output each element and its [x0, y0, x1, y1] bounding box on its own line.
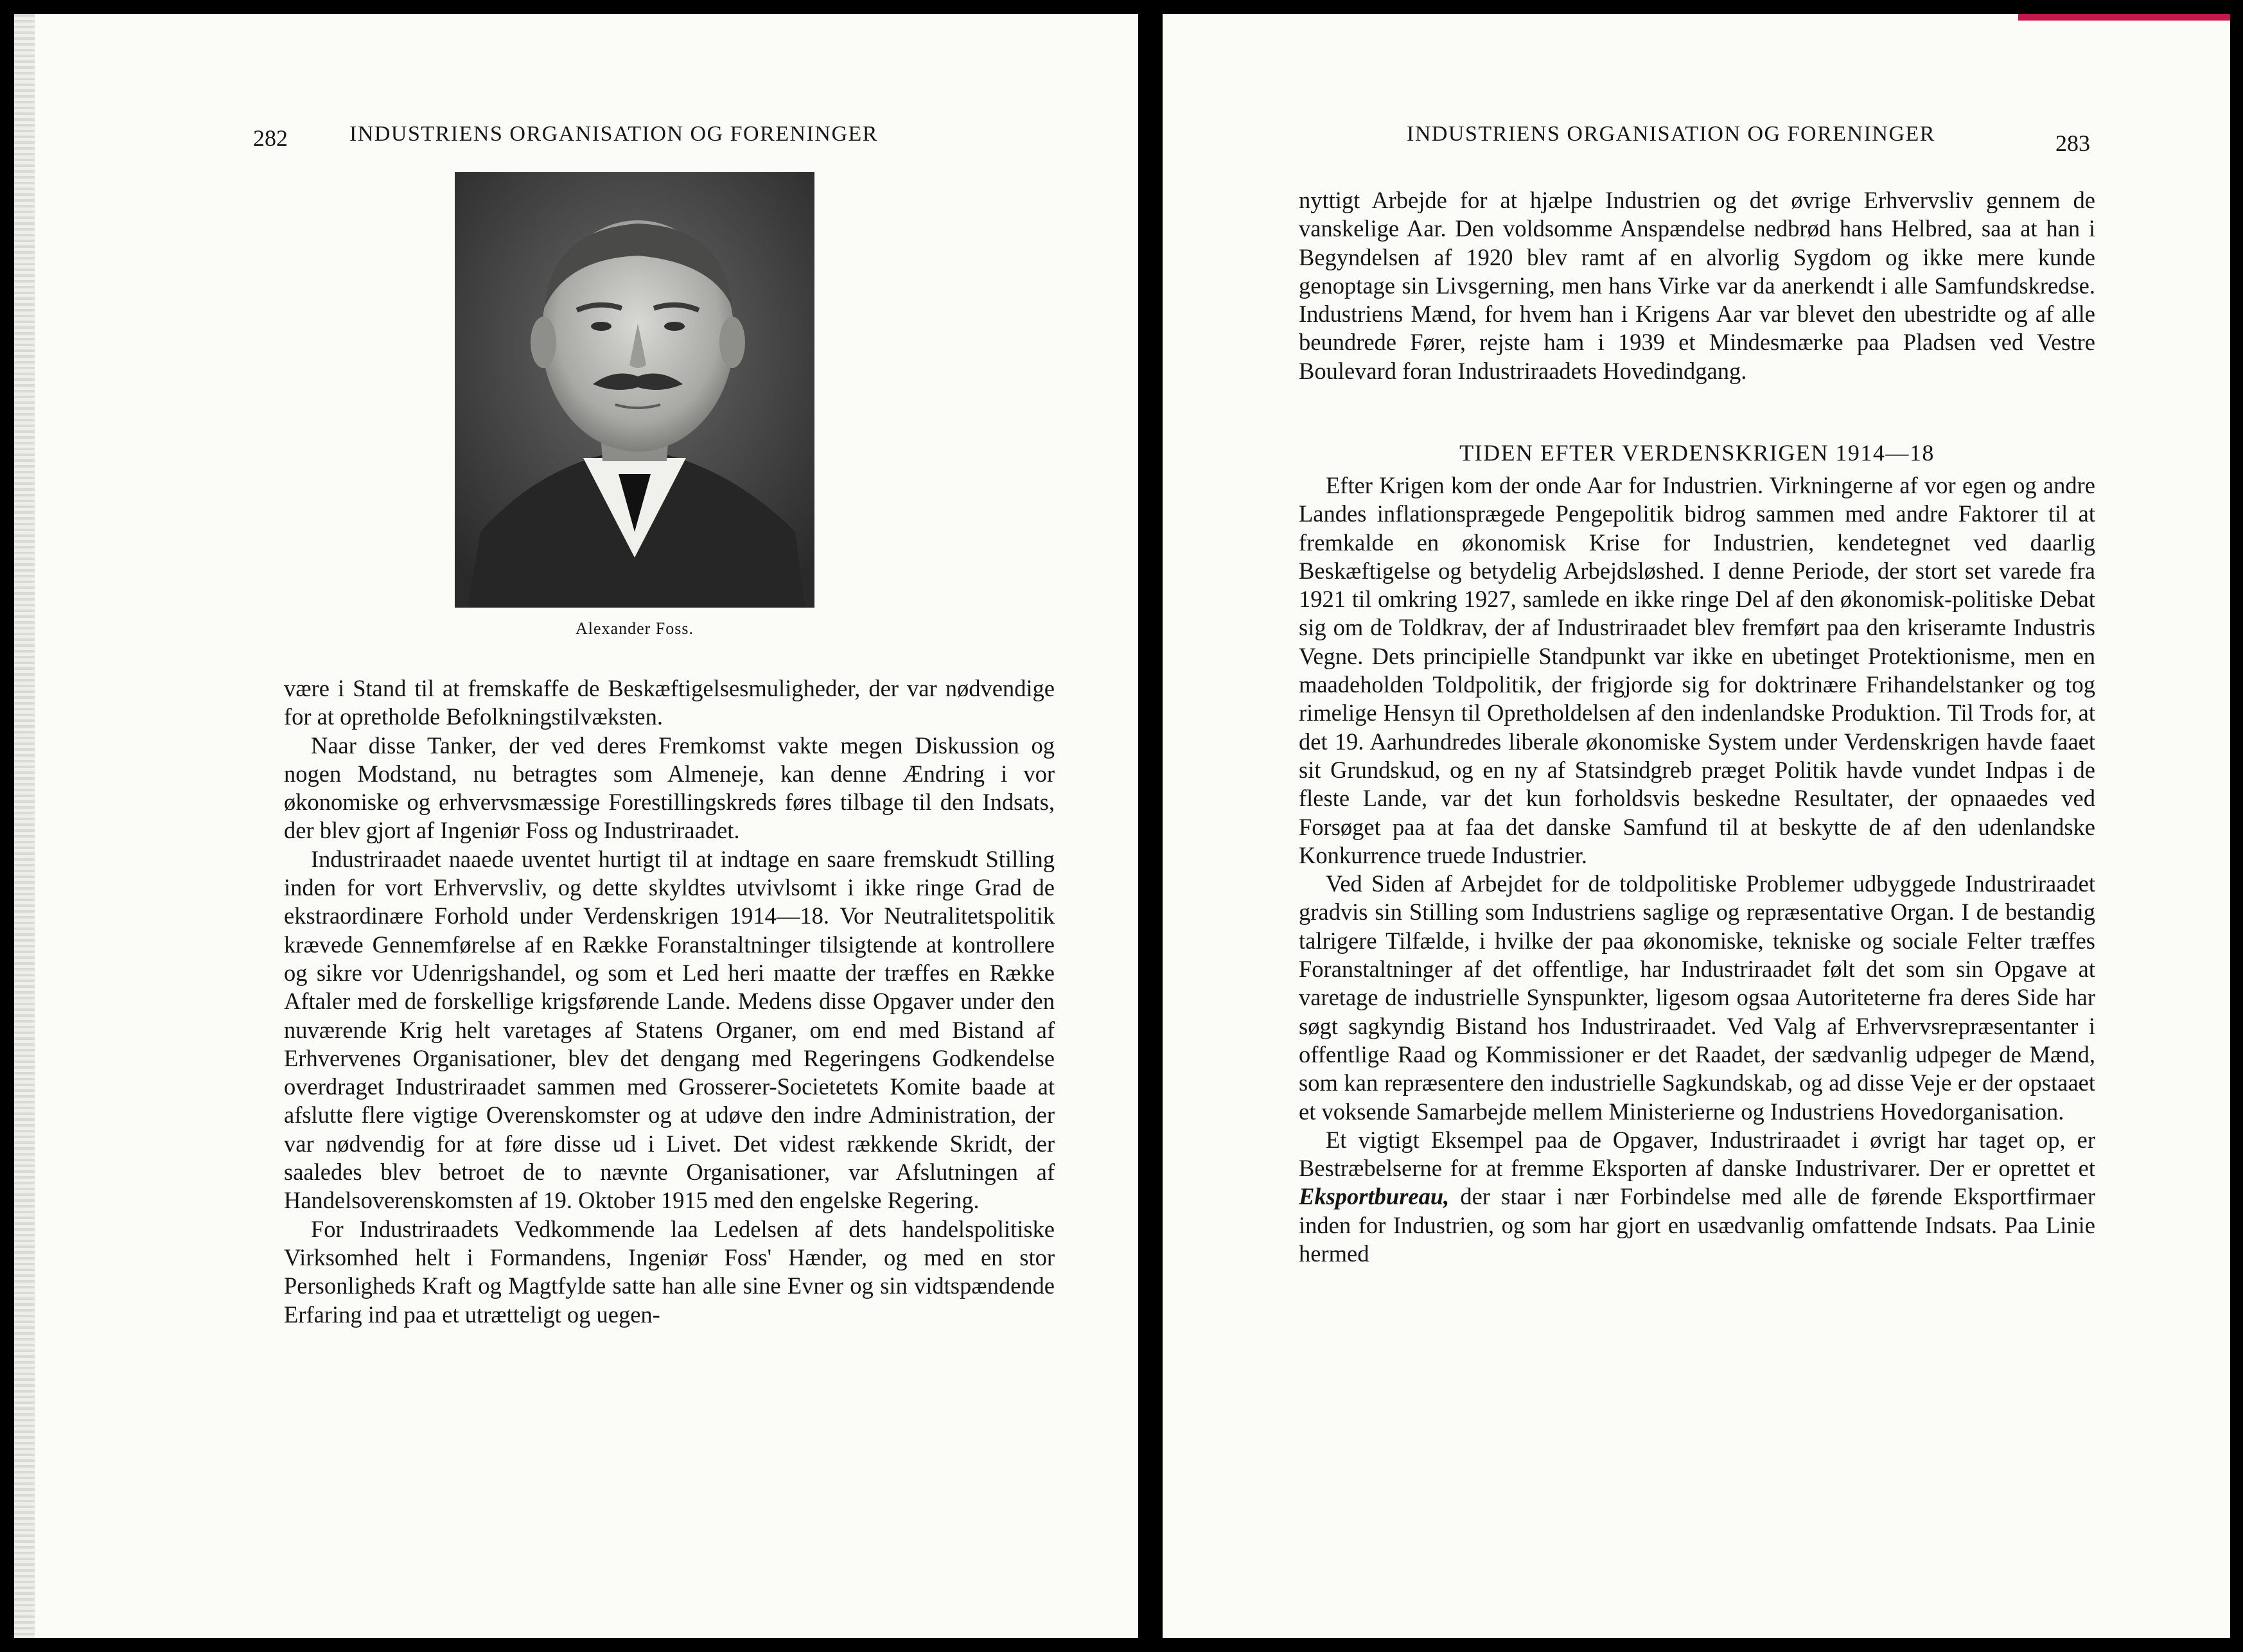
paragraph: Efter Krigen kom der onde Aar for Industrien. Virkningerne af vor egen og andre Landes inflationsprægede Pengepolitik bidrog sammen med andre Faktorer til at fremkalde en økonomisk Krise for Industrien, kendetegnet ved daarlig Beskæftigelse og betydelig Arbejdsløshed. I denne Periode, der stort set varede fra 1921 til omkring 1927, samlede en ikke ringe Del af den økonomisk-politiske Debat sig om de Toldkrav, der af Industriraadet blev fremført paa den kriseramte Industris Vegne. Dets principielle Standpunkt var ikke en ubetinget Protektionisme, men en maadeholden Toldpolitik, der frigjorde sig for doktrinære Frihandelstanker og tog rimelige Hensyn til Opretholdelsen af den indenlandske Produktion. Til Trods for, at det 19. Aarhundredes liberale økonomiske System under Verdenskrigen havde faaet sit Grundskud, og en ny af Statsindgreb præget Politik havde vundet Indpas i de fleste Lande, var det kun forholdsvis beskedne Resultater, der opnaaedes ved Forsøget paa at faa det danske Samfund til at beskytte de af den udenlandske Konkurrence truede Industrier. [1299, 472, 2095, 868]
paragraph: være i Stand til at fremskaffe de Beskæftigelsesmuligheder, der var nødvendige for at opretholde Befolkningstilvæksten. [284, 675, 1055, 730]
paragraph: Naar disse Tanker, der ved deres Fremkomst vakte megen Diskussion og nogen Modstand, nu betragtes som Almeneje, kan denne Ændring i vor økonomiske og erhvervsmæssige Forestillingskreds føres tilbage til den Indsats, der blev gjort af Ingeniør Foss og Industriraadet. [284, 732, 1055, 844]
left-page [14, 14, 1138, 1638]
paragraph: nyttigt Arbejde for at hjælpe Industrien og det øvrige Erhvervsliv gennem de vanskelige Aar. Den voldsomme Anspændelse nedbrød hans Helbred, saa at han i Begyndelsen af 1920 blev ramt af en alvorlig Sygdom og ikke mere kunde genoptage sin Livsgerning, men hans Virke var da anerkendt i alle Samfundskredse. Industriens Mænd, for hvem han i Krigens Aar var blevet den ubestridte og af alle beundrede Fører, rejste ham i 1939 et Mindesmærke paa Pladsen ved Vestre Boulevard foran Industriraadets Hovedindgang. [1299, 187, 2095, 384]
running-header: INDUSTRIENS ORGANISATION OG FORENINGER [1407, 122, 1935, 146]
page-edge-mark [2018, 14, 2230, 21]
left-body-text [284, 674, 1055, 1329]
paragraph: Industriraadet naaede uventet hurtigt til at indtage en saare fremskudt Stilling inden for vort Erhvervsliv, og dette skyldtes utvivlsomt i ikke ringe Grad de ekstraordinære Forhold under Verdenskrigen 1914—18. Vor Neutralitetspolitik krævede Gennemførelse af en Række Foranstaltninger tilsigtende at kontrollere og sikre vor Udenrigshandel, og som et Led heri maatte der træffes en Række Aftaler med de forskellige krigsførende Lande. Medens disse Opgaver under den nuværende Krig helt varetages af Statens Organer, om end med Bistand af Erhvervenes Organisationer, blev det dengang med Regeringens Godkendelse overdraget Industriraadet sammen med Grosserer-Societetets Komite baade at afslutte flere vigtige Overenskomster og at udøve den indre Administration, der var nødvendig for at føre disse ud i Livet. Det videst rækkende Skridt, der saaledes blev betroet de to nævnte Organisationer, var Afslutningen af Handelsoverenskomsten af 19. Oktober 1915 med den engelske Regering. [284, 845, 1055, 1214]
page-number: 283 [2055, 130, 2090, 156]
text-run: der staar i nær Forbindelse med alle de førende Eksportfirmaer inden for Industrien, og som har gjort en usædvanlig omfattende Indsats. Paa Linie hermed [1299, 1183, 2095, 1267]
section-heading: TIDEN EFTER VERDENSKRIGEN 1914—18 [1459, 440, 1935, 466]
photo-caption: Alexander Foss. [576, 619, 694, 638]
right-page [1163, 14, 2230, 1638]
portrait-photo [455, 172, 814, 608]
page-edge-strip [14, 14, 35, 1638]
paragraph: For Industriraadets Vedkommende laa Ledelsen af dets handelspolitiske Virksomhed helt i Formandens, Ingeniør Foss' Hænder, og med en stor Personligheds Kraft og Magtfylde satte han alle sine Evner og sin vidtspændende Erfaring ind paa et utrætteligt og uegen- [284, 1215, 1055, 1328]
right-continuation-text [1299, 186, 2095, 385]
page-number: 282 [253, 125, 288, 151]
running-header: INDUSTRIENS ORGANISATION OG FORENINGER [349, 122, 878, 146]
right-body-text [1299, 471, 2095, 1268]
paragraph [1299, 1126, 2095, 1268]
emphasized-term: Eksportbureau, [1299, 1183, 1450, 1210]
paragraph: Ved Siden af Arbejdet for de toldpolitiske Problemer udbyggede Industriraadet gradvis sin Stilling som Industriens saglige og repræsentative Organ. I de bestandig talrigere Tilfælde, i hvilke der paa økonomiske, tekniske og sociale Felter træffes Foranstaltninger af det offentlige, har Industriraadet følt det som sin Opgave at varetage de industrielle Synspunkter, ligesom ogsaa Autoriteterne fra deres Side har søgt sagkyndig Bistand hos Industriraadet. Ved Valg af Erhvervsrepræsentanter i offentlige Raad og Kommissioner er det Raadet, der sædvanlig udpeger de Mænd, som kan repræsentere den industrielle Sagkundskab, og ad disse Veje er der opstaaet et voksende Samarbejde mellem Ministerierne og Industriens Hovedorganisation. [1299, 870, 2095, 1125]
text-run: Et vigtigt Eksempel paa de Opgaver, Industriraadet i øvrigt har taget op, er Bestræbelserne for at fremme Eksporten af danske Industrivarer. Der er oprettet et [1299, 1126, 2095, 1182]
